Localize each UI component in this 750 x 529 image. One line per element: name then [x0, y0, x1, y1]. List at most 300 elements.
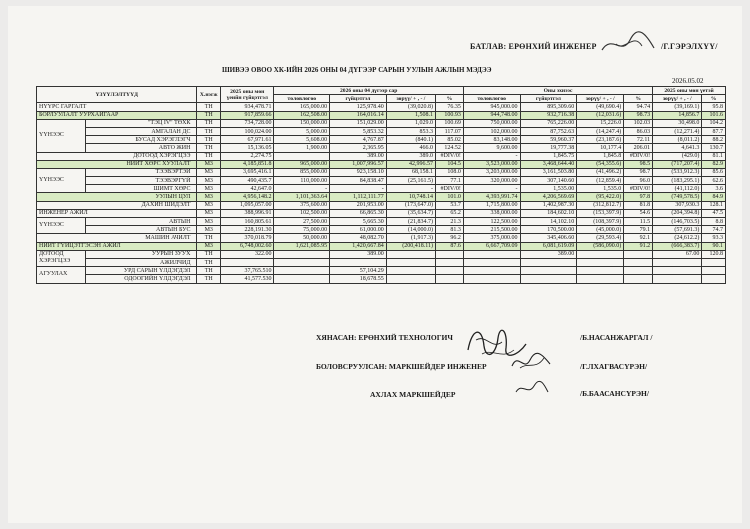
table-row: [37, 267, 726, 275]
cell-ppct: [702, 258, 726, 266]
cell-pd: (183,295.1): [653, 177, 702, 185]
cell-ppct: 88.2: [702, 136, 726, 144]
table-row: [37, 242, 726, 250]
cell-yp: 122,500.00: [463, 218, 520, 226]
cell-ya: 307,140.60: [520, 177, 577, 185]
cell-yd: 15,226.0: [577, 119, 624, 127]
cell-ya: 59,960.37: [520, 136, 577, 144]
cell-prev: 4,956,148.2: [221, 193, 274, 201]
cell-ypct: #DIV/0!: [624, 185, 653, 193]
table-row: [37, 119, 726, 127]
table-row: [37, 258, 726, 266]
cell-yd: [577, 275, 624, 283]
cell-mp: 1,900.00: [274, 144, 330, 152]
cell-unit: ТН: [197, 234, 221, 242]
cell-md: [386, 258, 435, 266]
cell-ya: 3,161,503.80: [520, 168, 577, 176]
cell-ypct: [624, 250, 653, 258]
cell-md: (39,020.8): [386, 103, 435, 111]
cell-prev: [221, 258, 274, 266]
cell-yp: [463, 258, 520, 266]
cell-ya: 4,206,569.69: [520, 193, 577, 201]
cell-ma: 125,978.40: [330, 103, 387, 111]
cell-ppct: 120.8: [702, 250, 726, 258]
header-prev-period: 2025 оны мөн үетэй: [653, 87, 726, 95]
cell-prev: 4,185,851.8: [221, 160, 274, 168]
row-group-label: ҮҮНЭЭС: [37, 218, 86, 234]
header-indicators: ҮЗҮҮЛЭЛТҮҮД: [37, 87, 197, 103]
cell-pd: 4,641.3: [653, 144, 702, 152]
cell-yd: 1,845.8: [577, 152, 624, 160]
cell-mp: 5,608.00: [274, 136, 330, 144]
cell-unit: ТН: [197, 152, 221, 160]
cell-md: (200,418.11): [386, 242, 435, 250]
cell-pd: (12,271.4): [653, 127, 702, 135]
cell-mpct: 21.3: [436, 218, 464, 226]
cell-prev: 42,647.0: [221, 185, 274, 193]
row-label: АВТЫН: [86, 218, 197, 226]
cell-mpct: 65.2: [436, 209, 464, 217]
cell-unit: М3: [197, 218, 221, 226]
row-label: ДОТООД ХЭРЭГЦЭЭ: [37, 152, 197, 160]
table-row: [37, 185, 726, 193]
cell-ppct: 81.1: [702, 152, 726, 160]
cell-unit: М3: [197, 209, 221, 217]
table-row: [37, 152, 726, 160]
cell-ya: 14,102.10: [520, 218, 577, 226]
table-row: [37, 144, 726, 152]
cell-ypct: 102.03: [624, 119, 653, 127]
cell-prev: 388,996.91: [221, 209, 274, 217]
cell-ma: 5,853.32: [330, 127, 387, 135]
cell-pd: [653, 258, 702, 266]
cell-mpct: [436, 267, 464, 275]
cell-mp: 1,101,363.64: [274, 193, 330, 201]
cell-md: 466.0: [386, 144, 435, 152]
cell-pd: [653, 275, 702, 283]
signer-prepared-role: БОЛОВСРУУЛСАН: МАРКШЕЙДЕР ИНЖЕНЕР: [316, 362, 487, 371]
cell-prev: 917,859.66: [221, 111, 274, 119]
row-label: БУСАД ХЭРЭГЛЭГЧ: [86, 136, 197, 144]
row-group-label: ҮҮНЭЭС: [37, 168, 86, 193]
row-label: АВТО ЖИН: [86, 144, 197, 152]
row-label: ШИМТ ХӨРС: [86, 185, 197, 193]
cell-yd: (312,812.7): [577, 201, 624, 209]
cell-ya: 895,309.60: [520, 103, 577, 111]
header-actual: гүйцэтгэл: [330, 95, 387, 103]
cell-md: (1,917.3): [386, 234, 435, 242]
cell-yp: 4,393,991.74: [463, 193, 520, 201]
cell-ypct: 98.73: [624, 111, 653, 119]
cell-yp: [463, 250, 520, 258]
cell-md: 1,508.1: [386, 111, 435, 119]
cell-ma: 923,158.10: [330, 168, 387, 176]
cell-mp: 110,000.00: [274, 177, 330, 185]
cell-yd: (95,422.0): [577, 193, 624, 201]
cell-yp: 338,000.00: [463, 209, 520, 217]
cell-yd: (12,859.4): [577, 177, 624, 185]
cell-ya: 170,500.00: [520, 226, 577, 234]
cell-prev: 67,971.61: [221, 136, 274, 144]
table-row: [37, 103, 726, 111]
table-row: [37, 136, 726, 144]
row-label: ТЭЭВЭРТЭЙ: [86, 168, 197, 176]
cell-yd: (586,090.0): [577, 242, 624, 250]
cell-prev: 934,478.71: [221, 103, 274, 111]
cell-md: [386, 275, 435, 283]
cell-ya: 3,468,644.40: [520, 160, 577, 168]
cell-ypct: 94.74: [624, 103, 653, 111]
row-label: ОДООГИЙН ҮЛДЭГДЭЛ: [86, 275, 197, 283]
cell-mpct: [436, 275, 464, 283]
cell-yd: (14,247.4): [577, 127, 624, 135]
cell-md: -: [386, 185, 435, 193]
cell-mpct: [436, 258, 464, 266]
row-label: УУЛЫН ЦУЛ: [37, 193, 197, 201]
cell-ypct: 72.11: [624, 136, 653, 144]
cell-yd: (23,187.6): [577, 136, 624, 144]
table-row: [37, 226, 726, 234]
cell-ppct: 104.2: [702, 119, 726, 127]
cell-ma: 48,082.70: [330, 234, 387, 242]
cell-unit: ТН: [197, 127, 221, 135]
cell-mp: 5,000.00: [274, 127, 330, 135]
cell-yp: 750,000.00: [463, 119, 520, 127]
approval-line: [470, 42, 718, 51]
cell-unit: М3: [197, 242, 221, 250]
cell-ya: [520, 267, 577, 275]
cell-unit: ТН: [197, 136, 221, 144]
cell-yd: [577, 250, 624, 258]
cell-ma: 4,767.87: [330, 136, 387, 144]
cell-yp: 944,748.00: [463, 111, 520, 119]
table-row: [37, 177, 726, 185]
cell-ppct: 3.6: [702, 185, 726, 193]
row-label: НҮҮРС ГАРГАЛТ: [37, 103, 197, 111]
cell-mpct: #DIV/0!: [436, 152, 464, 160]
cell-mp: 27,500.00: [274, 218, 330, 226]
table-body: [37, 103, 726, 283]
cell-ma: 389.00: [330, 250, 387, 258]
cell-ypct: 92.1: [624, 234, 653, 242]
table-row: [37, 275, 726, 283]
header-year: Оны эхнээс: [463, 87, 652, 95]
cell-ma: 66,865.30: [330, 209, 387, 217]
row-label: МАШИН АЧИЛТ: [37, 234, 197, 242]
cell-mp: 150,000.00: [274, 119, 330, 127]
cell-pd: 307,930.3: [653, 201, 702, 209]
cell-ya: 19,777.38: [520, 144, 577, 152]
cell-yd: (12,031.6): [577, 111, 624, 119]
row-label: УУРЫН ЗУУХ: [86, 250, 197, 258]
table-row: [37, 218, 726, 226]
cell-ma: 18,678.55: [330, 275, 387, 283]
cell-mpct: 81.3: [436, 226, 464, 234]
signer-prepared-name: /Г.ЛХАГВАСҮРЭН/: [580, 362, 648, 371]
cell-md: (25,161.5): [386, 177, 435, 185]
cell-md: 389.0: [386, 152, 435, 160]
cell-ma: 201,953.00: [330, 201, 387, 209]
cell-mpct: 117.07: [436, 127, 464, 135]
signer-prepared-signature: [508, 350, 554, 374]
cell-yp: -: [463, 185, 520, 193]
cell-ppct: 95.8: [702, 103, 726, 111]
cell-ppct: 130.7: [702, 144, 726, 152]
cell-pd: (57,691.3): [653, 226, 702, 234]
row-label: БОРЛУУЛАЛТ УУРХАЙГААР: [37, 111, 197, 119]
cell-yd: 1,535.0: [577, 185, 624, 193]
cell-mpct: 96.2: [436, 234, 464, 242]
cell-unit: М3: [197, 226, 221, 234]
cell-ya: 87,752.63: [520, 127, 577, 135]
cell-pd: (8,011.2): [653, 136, 702, 144]
cell-yp: 1,715,800.00: [463, 201, 520, 209]
cell-md: (840.1): [386, 136, 435, 144]
cell-mpct: 100.93: [436, 111, 464, 119]
cell-mp: [274, 152, 330, 160]
cell-ya: [520, 275, 577, 283]
signer-senior-name: /Б.БААСАНСҮРЭН/: [580, 389, 649, 398]
cell-pd: 14,856.7: [653, 111, 702, 119]
cell-mpct: 101.0: [436, 193, 464, 201]
cell-yp: 83,148.00: [463, 136, 520, 144]
row-group-label: ДОТООД ХЭРЭГЦЭЭ: [37, 250, 86, 266]
cell-ypct: 97.8: [624, 193, 653, 201]
cell-md: 10,748.14: [386, 193, 435, 201]
cell-ya: 932,716.38: [520, 111, 577, 119]
header-pct: %: [624, 95, 653, 103]
cell-yp: 6,667,709.09: [463, 242, 520, 250]
cell-prev: 322.00: [221, 250, 274, 258]
cell-yp: 320,000.00: [463, 177, 520, 185]
table-row: [37, 209, 726, 217]
signer-senior-signature: [512, 378, 552, 398]
cell-unit: М3: [197, 185, 221, 193]
approval-signature: [598, 30, 658, 58]
cell-ma: 1,112,111.77: [330, 193, 387, 201]
cell-yd: [577, 267, 624, 275]
cell-yd: (54,355.6): [577, 160, 624, 168]
cell-md: 68,158.1: [386, 168, 435, 176]
cell-unit: ТН: [197, 119, 221, 127]
header-month: 2026 оны 04 дүгээр сар: [274, 87, 463, 95]
cell-unit: ТН: [197, 258, 221, 266]
row-label: АМГАЛАН ДС: [86, 127, 197, 135]
cell-mpct: 108.0: [436, 168, 464, 176]
header-unit: Х.нэгж: [197, 87, 221, 103]
cell-unit: М3: [197, 168, 221, 176]
cell-unit: ТН: [197, 111, 221, 119]
cell-prev: 734,728.00: [221, 119, 274, 127]
row-label: АВТЫН БУС: [86, 226, 197, 234]
cell-mp: 102,500.00: [274, 209, 330, 217]
row-group-label: АГУУЛАХ: [37, 267, 86, 283]
cell-yd: (153,397.9): [577, 209, 624, 217]
cell-md: 1,029.0: [386, 119, 435, 127]
cell-mp: 165,000.00: [274, 103, 330, 111]
cell-yd: (45,000.0): [577, 226, 624, 234]
cell-unit: М3: [197, 201, 221, 209]
cell-pd: (717,207.4): [653, 160, 702, 168]
production-table: [36, 86, 726, 284]
cell-ya: 389.00: [520, 250, 577, 258]
signer-checked-name: /Б.НАСАНЖАРГАЛ /: [580, 333, 653, 342]
cell-mpct: 87.6: [436, 242, 464, 250]
header-diff: зөрүү/ + , - /: [386, 95, 435, 103]
header-plan: төлөвлөгөө: [274, 95, 330, 103]
cell-ma: 1,007,996.57: [330, 160, 387, 168]
cell-mp: [274, 250, 330, 258]
cell-ypct: 91.2: [624, 242, 653, 250]
table-row: [37, 201, 726, 209]
cell-ya: 765,226.00: [520, 119, 577, 127]
cell-ma: 389.00: [330, 152, 387, 160]
cell-ppct: [702, 275, 726, 283]
approval-name: /Г.ГЭРЭЛХҮҮ/: [660, 42, 718, 51]
cell-mp: [274, 267, 330, 275]
cell-yd: 10,177.4: [577, 144, 624, 152]
cell-pd: (204,394.8): [653, 209, 702, 217]
cell-ppct: 8.8: [702, 218, 726, 226]
row-group-label: ҮҮНЭЭС: [37, 119, 86, 152]
cell-yp: 375,000.00: [463, 234, 520, 242]
cell-prev: 228,191.30: [221, 226, 274, 234]
table-row: [37, 111, 726, 119]
cell-mpct: 124.52: [436, 144, 464, 152]
table-row: [37, 234, 726, 242]
cell-ypct: 86.03: [624, 127, 653, 135]
cell-md: (35,634.7): [386, 209, 435, 217]
cell-prev: 6,748,002.60: [221, 242, 274, 250]
cell-yp: -: [463, 152, 520, 160]
cell-yp: 3,203,000.00: [463, 168, 520, 176]
cell-ppct: 74.7: [702, 226, 726, 234]
cell-ypct: [624, 258, 653, 266]
cell-unit: М3: [197, 160, 221, 168]
cell-ypct: 54.6: [624, 209, 653, 217]
cell-unit: ТН: [197, 103, 221, 111]
cell-ypct: 79.1: [624, 226, 653, 234]
cell-mpct: 85.02: [436, 136, 464, 144]
cell-ma: [330, 258, 387, 266]
cell-ma: 2,365.95: [330, 144, 387, 152]
cell-yd: (49,690.4): [577, 103, 624, 111]
header-prev-year: 2025 оны мөн үеийн гүйцэтгэл: [221, 87, 274, 103]
cell-ypct: 81.8: [624, 201, 653, 209]
cell-ma: 61,000.00: [330, 226, 387, 234]
cell-pd: (39,169.1): [653, 103, 702, 111]
cell-ya: 6,081,619.09: [520, 242, 577, 250]
cell-yd: [577, 258, 624, 266]
cell-ypct: 98.7: [624, 168, 653, 176]
cell-yp: [463, 275, 520, 283]
cell-mpct: #DIV/0!: [436, 185, 464, 193]
cell-mp: -: [274, 185, 330, 193]
cell-unit: ТН: [197, 250, 221, 258]
cell-prev: 2,274.75: [221, 152, 274, 160]
cell-ypct: 11.5: [624, 218, 653, 226]
cell-mp: 965,000.00: [274, 160, 330, 168]
cell-prev: 3,695,416.1: [221, 168, 274, 176]
cell-md: 853.3: [386, 127, 435, 135]
cell-pd: (24,612.2): [653, 234, 702, 242]
cell-mp: 50,000.00: [274, 234, 330, 242]
header-diff: зөрүү/ + , - /: [653, 95, 702, 103]
cell-ypct: [624, 267, 653, 275]
table-row: [37, 193, 726, 201]
cell-pd: (429.0): [653, 152, 702, 160]
cell-mp: 162,508.00: [274, 111, 330, 119]
cell-unit: ТН: [197, 275, 221, 283]
cell-ya: [520, 258, 577, 266]
cell-prev: 370,018.79: [221, 234, 274, 242]
cell-ma: -: [330, 185, 387, 193]
cell-mpct: 77.1: [436, 177, 464, 185]
header-diff: зөрүү/ + , - /: [577, 95, 624, 103]
cell-prev: 1,095,057.00: [221, 201, 274, 209]
cell-md: [386, 267, 435, 275]
cell-prev: 41,577.530: [221, 275, 274, 283]
cell-yd: (108,397.9): [577, 218, 624, 226]
row-label: УРД САРЫН ҮЛДЭГДЭЛ: [86, 267, 197, 275]
cell-ppct: 93.3: [702, 234, 726, 242]
cell-yd: (41,496.2): [577, 168, 624, 176]
row-label: НИЙТ ГҮЙЦЭТГЭСЭН АЖИЛ: [37, 242, 197, 250]
cell-md: (173,647.0): [386, 201, 435, 209]
signer-checked-role: ХЯНАСАН: ЕРӨНХИЙ ТЕХНОЛОГИЧ: [316, 333, 453, 342]
report-date: 2026.05.02: [672, 77, 704, 85]
cell-pd: [653, 267, 702, 275]
cell-pd: (41,112.0): [653, 185, 702, 193]
cell-pd: (666,383.7): [653, 242, 702, 250]
cell-ya: 184,602.10: [520, 209, 577, 217]
table-row: [37, 160, 726, 168]
cell-yp: 102,000.00: [463, 127, 520, 135]
cell-prev: 37,765.510: [221, 267, 274, 275]
row-label: ИНЖЕНЕР АЖИЛ: [37, 209, 197, 217]
cell-unit: М3: [197, 193, 221, 201]
cell-ppct: 85.6: [702, 168, 726, 176]
cell-ppct: 47.5: [702, 209, 726, 217]
cell-md: [386, 250, 435, 258]
cell-yp: 3,523,000.00: [463, 160, 520, 168]
cell-mpct: 76.35: [436, 103, 464, 111]
cell-ya: 345,406.60: [520, 234, 577, 242]
cell-ma: 1,420,667.84: [330, 242, 387, 250]
cell-pd: (533,912.3): [653, 168, 702, 176]
cell-mpct: 104.5: [436, 160, 464, 168]
cell-yd: (29,593.4): [577, 234, 624, 242]
cell-pd: 67.00: [653, 250, 702, 258]
cell-md: (21,834.7): [386, 218, 435, 226]
cell-ya: 1,535.00: [520, 185, 577, 193]
cell-mp: 1,621,085.95: [274, 242, 330, 250]
cell-prev: 160,805.61: [221, 218, 274, 226]
table-row: [37, 250, 726, 258]
cell-yp: 9,600.00: [463, 144, 520, 152]
cell-unit: ТН: [197, 267, 221, 275]
cell-mpct: [436, 250, 464, 258]
cell-ya: 1,845.75: [520, 152, 577, 160]
table-row: [37, 168, 726, 176]
approval-label: БАТЛАВ: ЕРӨНХИЙ ИНЖЕНЕР: [470, 42, 597, 51]
cell-yp: [463, 267, 520, 275]
header-pct: %: [702, 95, 726, 103]
cell-pd: (749,578.5): [653, 193, 702, 201]
cell-ma: 164,016.14: [330, 111, 387, 119]
cell-prev: 100,024.00: [221, 127, 274, 135]
cell-mp: 75,000.00: [274, 226, 330, 234]
